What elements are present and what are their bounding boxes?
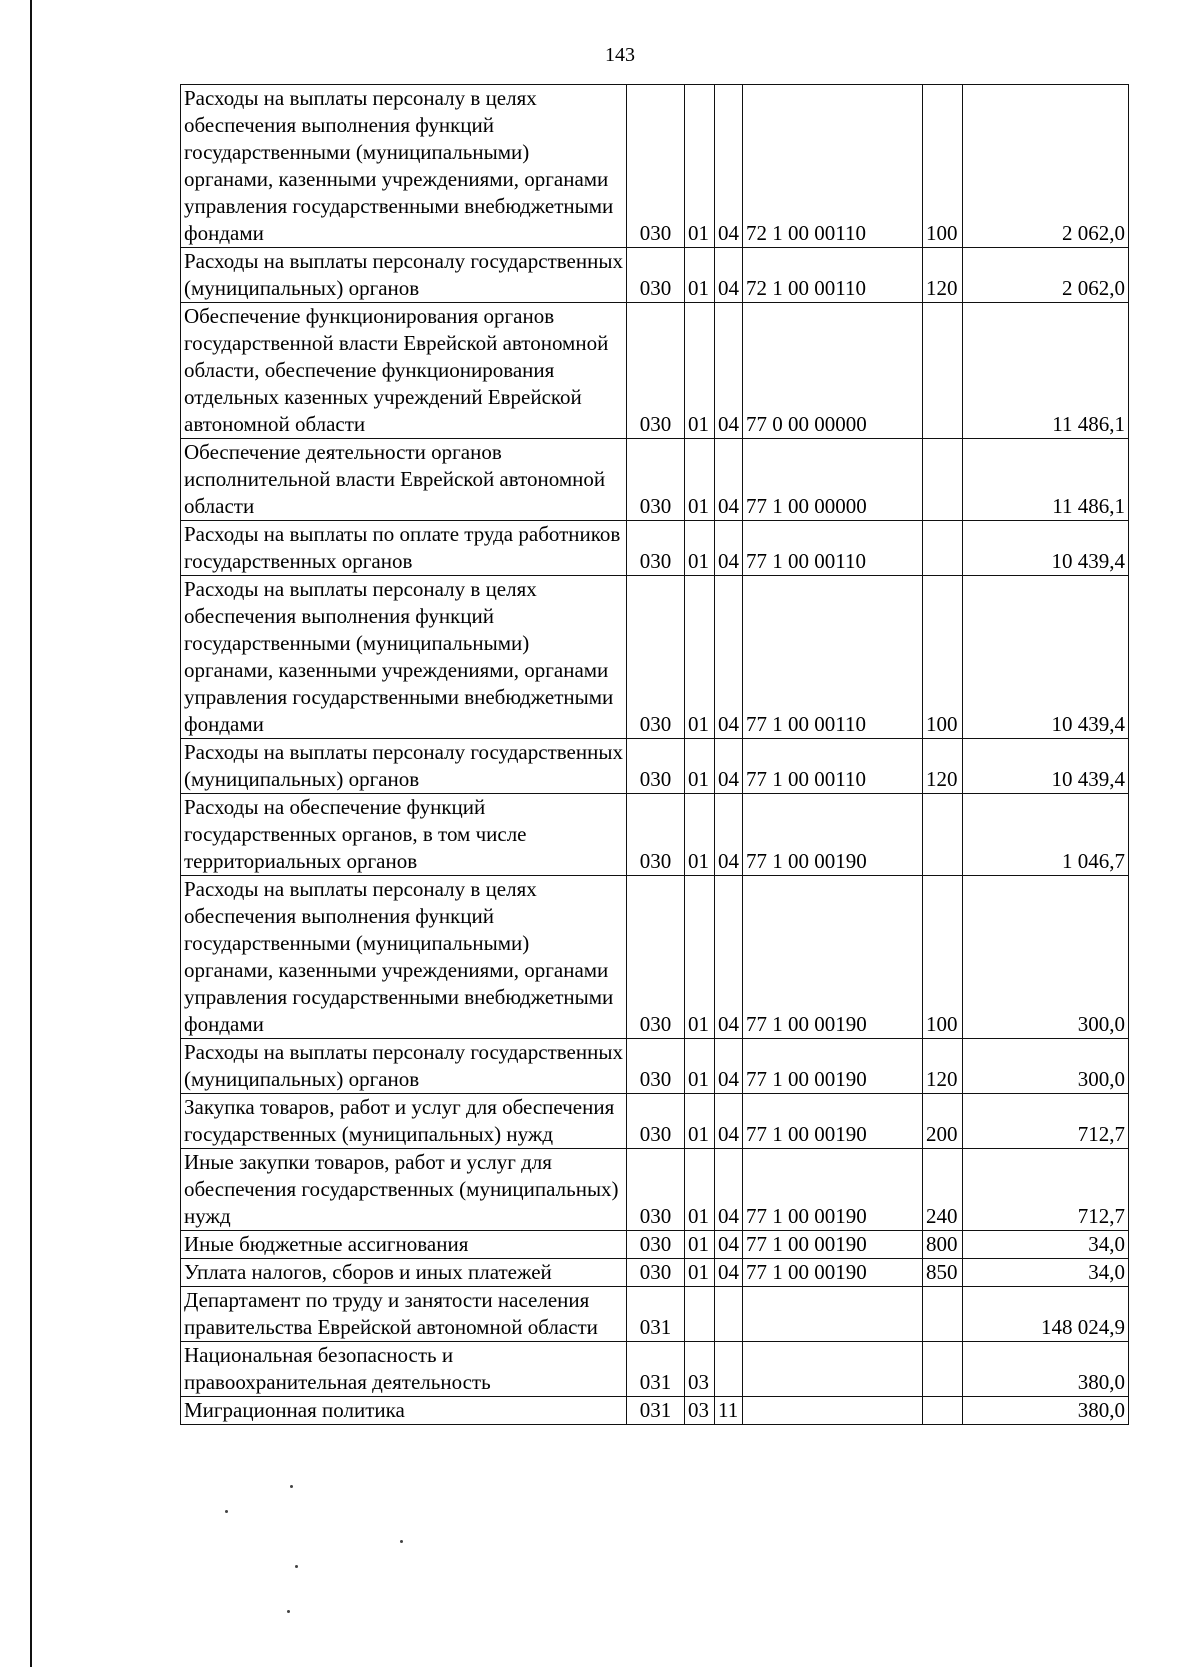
cell-amount: 712,7	[963, 1094, 1129, 1149]
cell-subsection-code: 11	[715, 1397, 743, 1425]
cell-ved-code: 030	[627, 794, 685, 876]
cell-ved-code: 031	[627, 1342, 685, 1397]
cell-section-code: 01	[685, 739, 715, 794]
cell-ved-code: 030	[627, 439, 685, 521]
cell-expense-type-code: 850	[923, 1259, 963, 1287]
table-row	[181, 739, 1129, 794]
cell-target-article-code: 77 1 00 00190	[743, 1039, 923, 1094]
cell-amount: 2 062,0	[963, 85, 1129, 248]
table-row	[181, 1397, 1129, 1425]
cell-target-article-code: 77 1 00 00190	[743, 1149, 923, 1231]
cell-target-article-code: 77 1 00 00190	[743, 1259, 923, 1287]
cell-amount: 1 046,7	[963, 794, 1129, 876]
table-row	[181, 439, 1129, 521]
cell-name: Закупка товаров, работ и услуг для обеспечения государственных (муниципальных) нужд	[181, 1094, 627, 1149]
table-row	[181, 1149, 1129, 1231]
cell-target-article-code	[743, 1342, 923, 1397]
cell-name: Департамент по труду и занятости населения правительства Еврейской автономной области	[181, 1287, 627, 1342]
cell-section-code: 01	[685, 1039, 715, 1094]
cell-ved-code: 030	[627, 1094, 685, 1149]
table-row	[181, 1342, 1129, 1397]
cell-subsection-code: 04	[715, 739, 743, 794]
cell-expense-type-code	[923, 1287, 963, 1342]
cell-subsection-code: 04	[715, 576, 743, 739]
cell-target-article-code: 77 0 00 00000	[743, 303, 923, 439]
cell-ved-code: 030	[627, 876, 685, 1039]
cell-amount: 300,0	[963, 1039, 1129, 1094]
table-row	[181, 794, 1129, 876]
cell-expense-type-code	[923, 521, 963, 576]
cell-name: Иные закупки товаров, работ и услуг для обеспечения государственных (муниципальных) нужд	[181, 1149, 627, 1231]
scan-speck	[287, 1610, 290, 1613]
cell-name: Расходы на обеспечение функций государственных органов, в том числе территориальных органов	[181, 794, 627, 876]
cell-amount: 148 024,9	[963, 1287, 1129, 1342]
cell-expense-type-code	[923, 439, 963, 521]
cell-target-article-code: 77 1 00 00110	[743, 521, 923, 576]
table-row	[181, 248, 1129, 303]
cell-amount: 11 486,1	[963, 439, 1129, 521]
scan-speck	[400, 1540, 403, 1543]
table-row	[181, 576, 1129, 739]
table-row	[181, 1231, 1129, 1259]
cell-target-article-code: 77 1 00 00190	[743, 1231, 923, 1259]
cell-ved-code: 030	[627, 1259, 685, 1287]
table-row	[181, 303, 1129, 439]
cell-ved-code: 030	[627, 85, 685, 248]
table-row	[181, 1094, 1129, 1149]
cell-section-code	[685, 1287, 715, 1342]
cell-target-article-code	[743, 1287, 923, 1342]
cell-amount: 10 439,4	[963, 521, 1129, 576]
cell-target-article-code: 77 1 00 00110	[743, 739, 923, 794]
cell-name: Расходы на выплаты персоналу в целях обеспечения выполнения функций государственными (муниципальными) органами, казенными учреждениями, органами управления государственными внебюджетными фондами	[181, 876, 627, 1039]
scan-speck	[225, 1510, 228, 1513]
cell-expense-type-code	[923, 1342, 963, 1397]
cell-section-code: 01	[685, 576, 715, 739]
scan-margin-line	[30, 0, 32, 1667]
cell-subsection-code: 04	[715, 303, 743, 439]
cell-target-article-code: 77 1 00 00190	[743, 876, 923, 1039]
cell-expense-type-code	[923, 303, 963, 439]
cell-amount: 34,0	[963, 1231, 1129, 1259]
cell-section-code: 01	[685, 1149, 715, 1231]
cell-target-article-code	[743, 1397, 923, 1425]
budget-table-body	[181, 85, 1129, 1425]
cell-target-article-code: 77 1 00 00000	[743, 439, 923, 521]
table-row	[181, 1039, 1129, 1094]
cell-name: Национальная безопасность и правоохранительная деятельность	[181, 1342, 627, 1397]
cell-ved-code: 030	[627, 303, 685, 439]
cell-target-article-code: 72 1 00 00110	[743, 248, 923, 303]
cell-subsection-code: 04	[715, 521, 743, 576]
cell-section-code: 01	[685, 1259, 715, 1287]
cell-ved-code: 030	[627, 1149, 685, 1231]
cell-expense-type-code: 100	[923, 876, 963, 1039]
cell-section-code: 01	[685, 85, 715, 248]
cell-subsection-code: 04	[715, 1039, 743, 1094]
cell-amount: 34,0	[963, 1259, 1129, 1287]
cell-ved-code: 030	[627, 739, 685, 794]
cell-section-code: 01	[685, 794, 715, 876]
cell-amount: 10 439,4	[963, 739, 1129, 794]
cell-expense-type-code: 800	[923, 1231, 963, 1259]
cell-target-article-code: 77 1 00 00190	[743, 794, 923, 876]
cell-section-code: 03	[685, 1342, 715, 1397]
cell-target-article-code: 72 1 00 00110	[743, 85, 923, 248]
cell-expense-type-code: 240	[923, 1149, 963, 1231]
cell-amount: 2 062,0	[963, 248, 1129, 303]
cell-name: Расходы на выплаты персоналу в целях обеспечения выполнения функций государственными (муниципальными) органами, казенными учреждениями, органами управления государственными внебюджетными фондами	[181, 85, 627, 248]
cell-expense-type-code: 120	[923, 739, 963, 794]
cell-name: Расходы на выплаты персоналу государственных (муниципальных) органов	[181, 739, 627, 794]
cell-subsection-code: 04	[715, 85, 743, 248]
table-row	[181, 876, 1129, 1039]
cell-expense-type-code	[923, 1397, 963, 1425]
cell-subsection-code: 04	[715, 439, 743, 521]
cell-name: Расходы на выплаты персоналу государственных (муниципальных) органов	[181, 248, 627, 303]
cell-amount: 712,7	[963, 1149, 1129, 1231]
cell-section-code: 01	[685, 439, 715, 521]
cell-expense-type-code: 200	[923, 1094, 963, 1149]
cell-section-code: 01	[685, 303, 715, 439]
cell-section-code: 01	[685, 1094, 715, 1149]
cell-subsection-code: 04	[715, 1231, 743, 1259]
cell-subsection-code: 04	[715, 1259, 743, 1287]
cell-name: Миграционная политика	[181, 1397, 627, 1425]
cell-name: Уплата налогов, сборов и иных платежей	[181, 1259, 627, 1287]
cell-ved-code: 030	[627, 1231, 685, 1259]
cell-amount: 300,0	[963, 876, 1129, 1039]
cell-expense-type-code: 100	[923, 85, 963, 248]
cell-name: Расходы на выплаты по оплате труда работников государственных органов	[181, 521, 627, 576]
cell-subsection-code	[715, 1287, 743, 1342]
cell-subsection-code: 04	[715, 1094, 743, 1149]
table-row	[181, 1287, 1129, 1342]
cell-name: Расходы на выплаты персоналу в целях обеспечения выполнения функций государственными (муниципальными) органами, казенными учреждениями, органами управления государственными внебюджетными фондами	[181, 576, 627, 739]
cell-amount: 11 486,1	[963, 303, 1129, 439]
page-number: 143	[605, 44, 635, 66]
table-row	[181, 85, 1129, 248]
cell-expense-type-code: 120	[923, 1039, 963, 1094]
cell-ved-code: 031	[627, 1397, 685, 1425]
cell-name: Обеспечение функционирования органов государственной власти Еврейской автономной области, обеспечение функционирования отдельных казенных учреждений Еврейской автономной области	[181, 303, 627, 439]
cell-amount: 380,0	[963, 1342, 1129, 1397]
cell-name: Обеспечение деятельности органов исполнительной власти Еврейской автономной области	[181, 439, 627, 521]
cell-target-article-code: 77 1 00 00190	[743, 1094, 923, 1149]
cell-section-code: 01	[685, 521, 715, 576]
cell-section-code: 03	[685, 1397, 715, 1425]
cell-ved-code: 030	[627, 1039, 685, 1094]
table-row	[181, 1259, 1129, 1287]
cell-subsection-code: 04	[715, 1149, 743, 1231]
cell-section-code: 01	[685, 876, 715, 1039]
cell-ved-code: 030	[627, 248, 685, 303]
cell-ved-code: 030	[627, 576, 685, 739]
cell-subsection-code: 04	[715, 876, 743, 1039]
cell-ved-code: 031	[627, 1287, 685, 1342]
budget-table	[180, 84, 1129, 1425]
cell-section-code: 01	[685, 1231, 715, 1259]
cell-ved-code: 030	[627, 521, 685, 576]
cell-subsection-code: 04	[715, 794, 743, 876]
cell-expense-type-code: 100	[923, 576, 963, 739]
scan-speck	[295, 1565, 298, 1568]
cell-expense-type-code	[923, 794, 963, 876]
cell-target-article-code: 77 1 00 00110	[743, 576, 923, 739]
cell-section-code: 01	[685, 248, 715, 303]
cell-expense-type-code: 120	[923, 248, 963, 303]
cell-name: Иные бюджетные ассигнования	[181, 1231, 627, 1259]
cell-amount: 380,0	[963, 1397, 1129, 1425]
scan-speck	[290, 1485, 293, 1488]
table-row	[181, 521, 1129, 576]
cell-amount: 10 439,4	[963, 576, 1129, 739]
cell-name: Расходы на выплаты персоналу государственных (муниципальных) органов	[181, 1039, 627, 1094]
cell-subsection-code	[715, 1342, 743, 1397]
cell-subsection-code: 04	[715, 248, 743, 303]
